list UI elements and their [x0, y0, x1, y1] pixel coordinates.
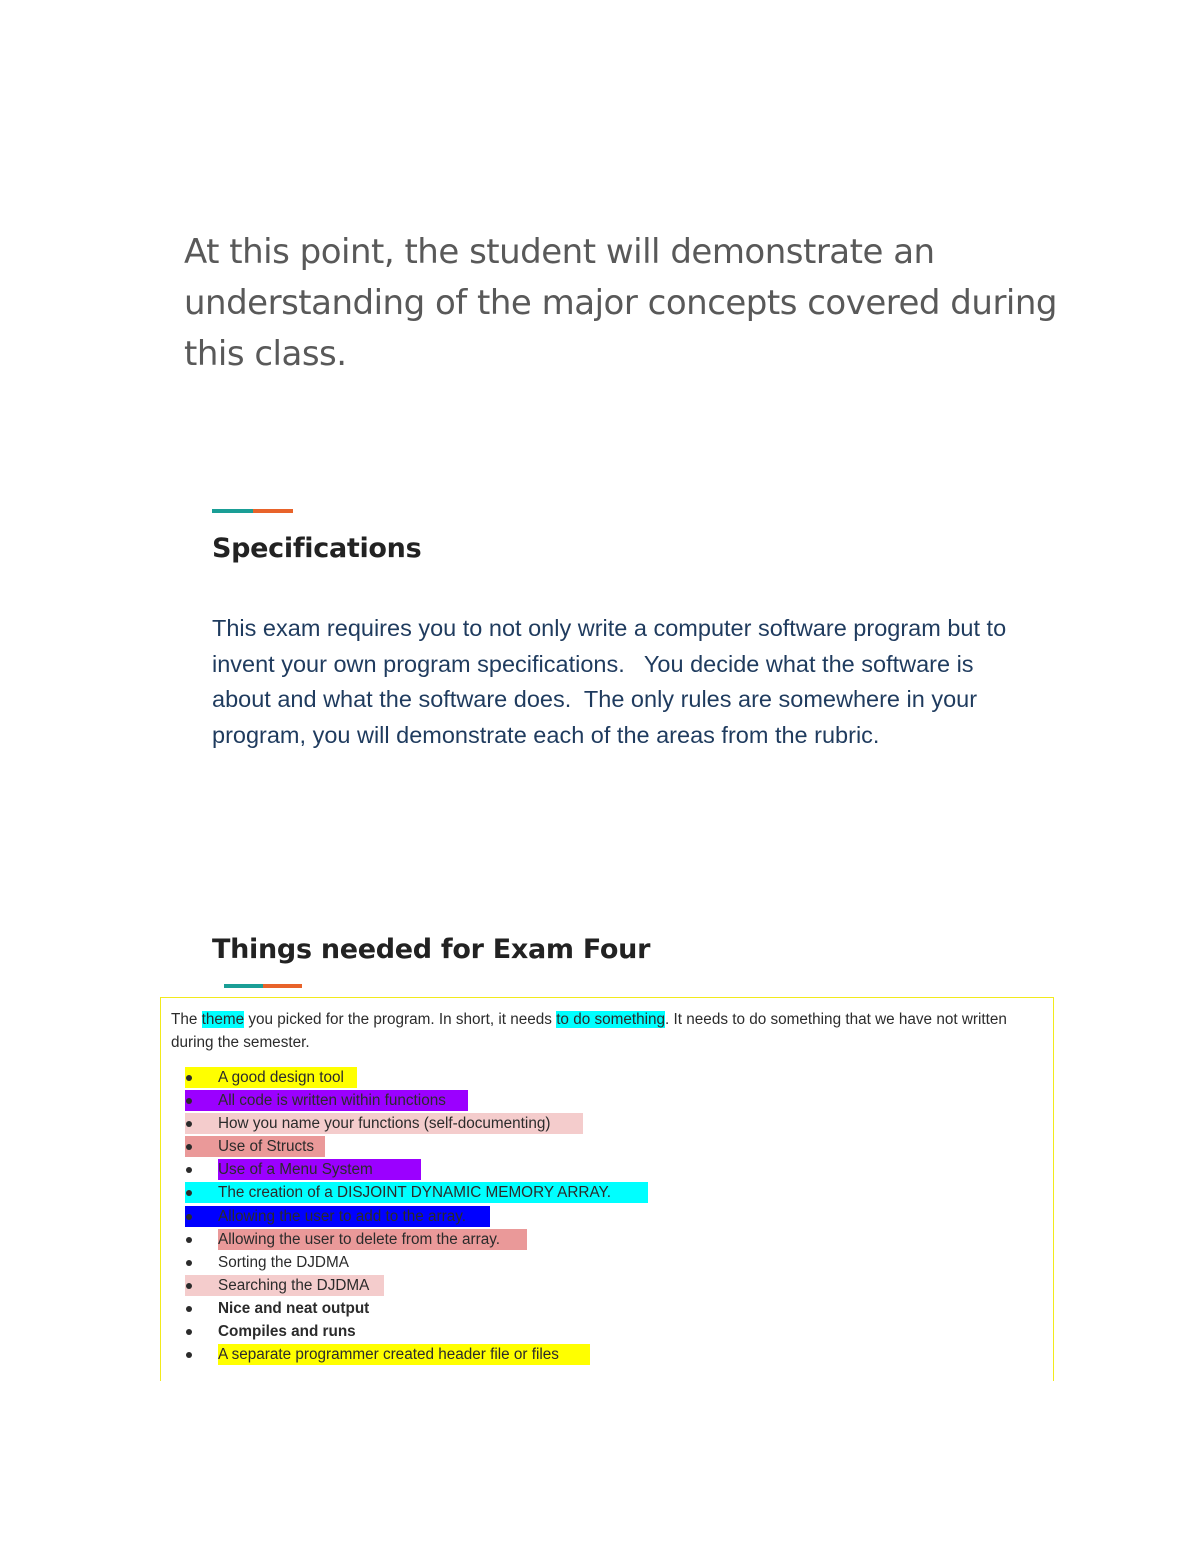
requirements-box [160, 997, 1054, 1381]
list-item-label: How you name your functions (self-documenting) [218, 1115, 551, 1133]
accent-orange-segment [263, 984, 302, 988]
list-item-label: A good design tool [218, 1069, 344, 1086]
list-item-label: A separate programmer created header file or files [218, 1346, 559, 1364]
list-item-label: Searching the DJDMA [218, 1276, 370, 1294]
accent-teal-segment [224, 984, 263, 988]
list-item-label: Use of a Menu System [218, 1161, 373, 1179]
section-accent-bar [224, 984, 302, 988]
intro-paragraph: At this point, the student will demonstrate an understanding of the major concepts covered during this class. [184, 232, 1057, 374]
section-accent-bar [212, 509, 293, 513]
list-item-label: Sorting the DJDMA [218, 1253, 349, 1271]
intro-part: . It needs to do something that we have not written during the semester. [171, 1011, 1007, 1051]
accent-orange-segment [253, 509, 293, 513]
list-item-label: Allowing the user to add to the array. [218, 1207, 467, 1225]
intro-highlight-theme: theme [201, 1011, 245, 1028]
list-item-label: Compiles and runs [218, 1323, 356, 1341]
intro-highlight-do-something: to do something [556, 1011, 666, 1028]
specifications-heading: Specifications [212, 533, 422, 564]
intro-part: The [171, 1011, 202, 1028]
list-item-label: Allowing the user to delete from the array. [218, 1230, 500, 1248]
things-needed-heading: Things needed for Exam Four [212, 934, 651, 965]
list-item-label: All code is written within functions [218, 1092, 446, 1110]
requirements-intro [171, 1008, 1041, 1054]
specifications-body: This exam requires you to not only write a computer software program but to invent your own program specifications. You decide what the software is about and what the software does. The only rules are somewhere in your program, you will demonstrate each of the areas from the rubric. [212, 615, 1013, 748]
intro-part: you picked for the program. In short, it needs [244, 1011, 557, 1028]
accent-teal-segment [212, 509, 253, 513]
list-item-label: Use of Structs [218, 1138, 315, 1156]
list-item-label: The creation of a DISJOINT DYNAMIC MEMORY ARRAY. [218, 1184, 612, 1202]
list-item-label: Nice and neat output [218, 1299, 370, 1317]
